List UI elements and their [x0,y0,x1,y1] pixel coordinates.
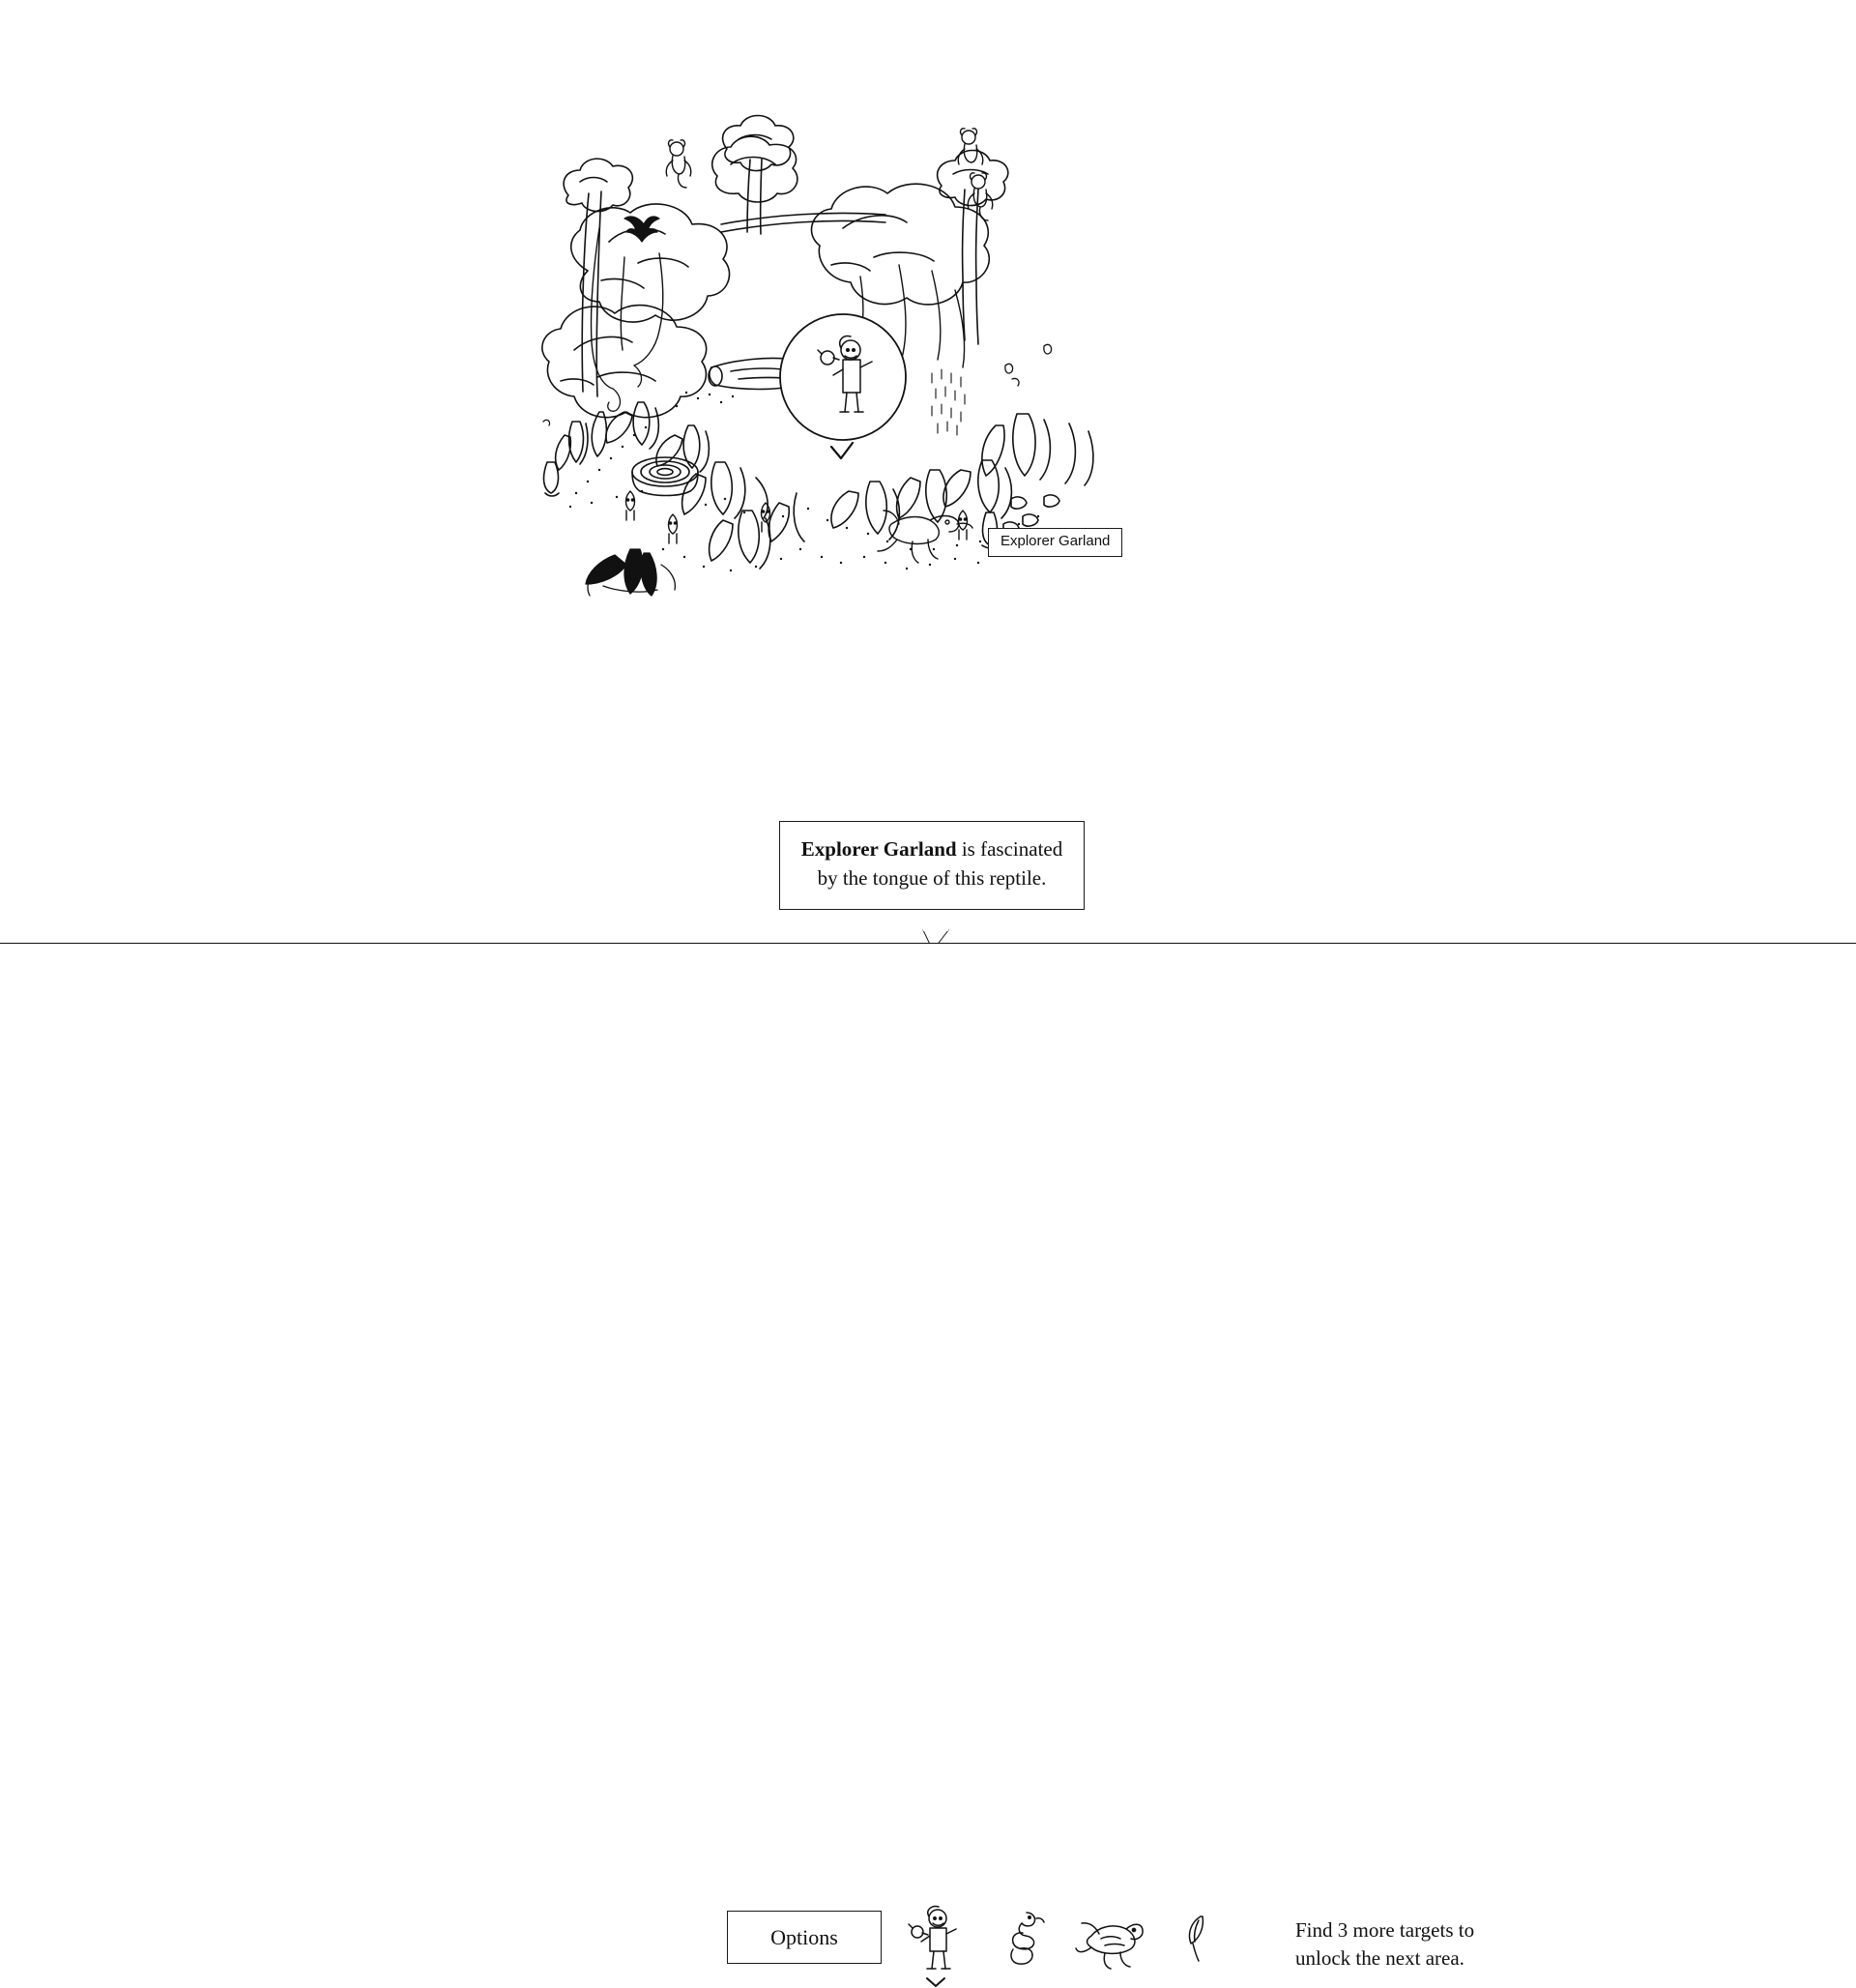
objective-hint-line2: unlock the next area. [1295,1945,1464,1970]
target-slot-snake[interactable] [984,1903,1061,1980]
explorer-figure-icon [907,1903,965,1974]
objective-hint-line1: Find 3 more targets to [1295,1918,1475,1942]
target-slot-list [889,1903,1295,1980]
spiky-plant-foreground [586,549,675,596]
selected-target-label: Explorer Garland [988,528,1122,557]
tree-left-tall [564,159,632,396]
sprout-creature-1 [626,491,635,520]
sprout-creature-4 [959,511,968,540]
objective-hint [1295,1916,1585,1973]
target-slot-explorer[interactable] [897,1903,974,1980]
ground-plants-center [682,462,804,569]
magnifier-lens [780,314,906,440]
caption-bubble [779,821,1085,910]
caption-rest: is fascinated by the tongue of this reptile. [817,837,1063,890]
lens-pointer-check [831,443,853,458]
options-button[interactable]: Options [727,1911,882,1964]
tree-right-tall [938,151,1008,345]
caption-subject: Explorer Garland [800,837,957,861]
snake-icon [994,1903,1052,1974]
target-slot-sprout[interactable] [1158,1903,1235,1980]
monkey-right-upper [958,129,983,164]
scene-illustration[interactable] [541,87,1363,725]
hatch-marks [932,369,965,435]
leaf-sprout-icon [1177,1903,1216,1974]
target-slot-lizard[interactable] [1071,1903,1148,1980]
bottom-bar [0,944,1856,1970]
lizard-icon [1076,1903,1144,1974]
ground-plants-left [544,402,710,496]
sprout-creature-2 [669,514,678,543]
selected-slot-caret [925,1976,946,1988]
bat-silhouette [624,217,659,242]
monkey-right-lower [968,173,993,220]
monkey-left [666,140,691,188]
